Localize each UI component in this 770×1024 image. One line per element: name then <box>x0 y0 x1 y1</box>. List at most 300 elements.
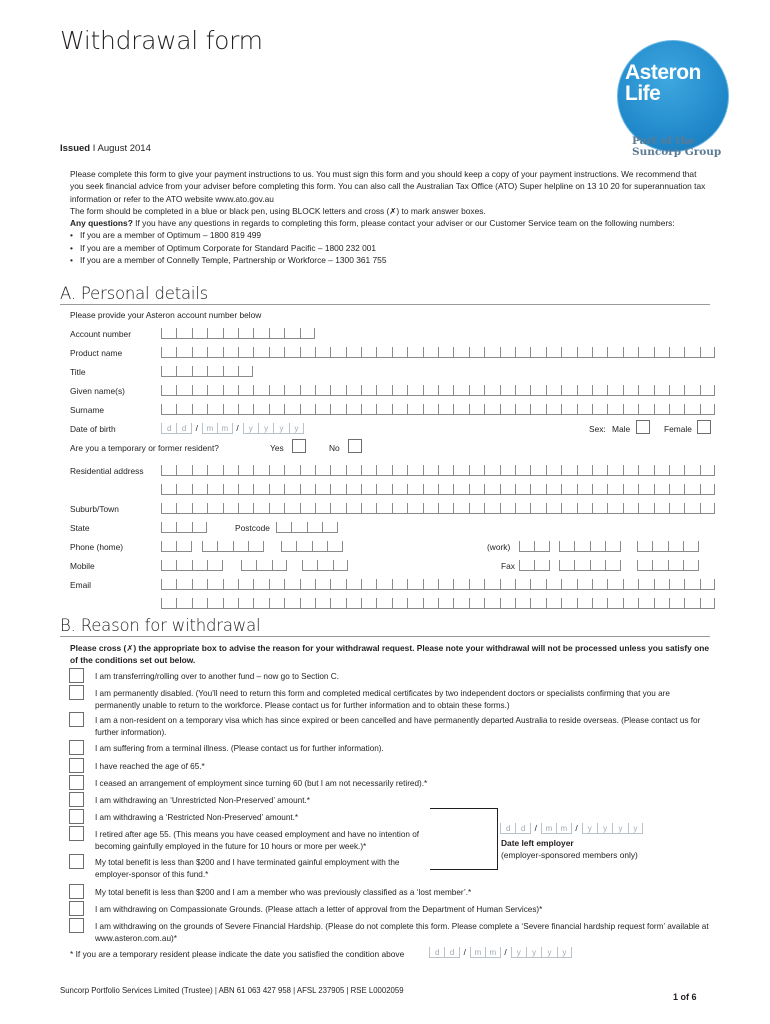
input-cell[interactable] <box>669 465 684 476</box>
input-cell[interactable] <box>607 465 622 476</box>
input-cell[interactable] <box>469 465 484 476</box>
input-cell[interactable] <box>530 579 545 590</box>
input-cell[interactable] <box>330 347 345 358</box>
input-cell[interactable] <box>269 328 284 339</box>
input-cell[interactable] <box>484 347 499 358</box>
input-cell[interactable] <box>217 541 232 552</box>
input-cell[interactable] <box>330 385 345 396</box>
input-cell[interactable] <box>623 347 638 358</box>
input-cell[interactable] <box>248 541 263 552</box>
input-cell[interactable] <box>330 404 345 415</box>
male-checkbox[interactable] <box>636 420 650 434</box>
input-cell[interactable] <box>546 503 561 514</box>
input-cell[interactable] <box>315 503 330 514</box>
input-cell[interactable] <box>561 579 576 590</box>
input-cell[interactable] <box>253 579 268 590</box>
input-cell[interactable] <box>392 404 407 415</box>
input-cell[interactable] <box>241 560 256 571</box>
input-cell[interactable] <box>269 579 284 590</box>
input-cell[interactable] <box>392 484 407 495</box>
input-cell[interactable] <box>423 503 438 514</box>
input-cell[interactable] <box>453 503 468 514</box>
input-cell[interactable] <box>327 541 342 552</box>
input-cell[interactable] <box>469 385 484 396</box>
input-cell[interactable] <box>638 484 653 495</box>
input-cell[interactable] <box>654 347 669 358</box>
input-cell[interactable] <box>669 598 684 609</box>
input-cell[interactable] <box>207 579 222 590</box>
input-cell[interactable] <box>223 503 238 514</box>
input-cell[interactable] <box>684 484 699 495</box>
input-cell[interactable] <box>469 598 484 609</box>
input-cell[interactable] <box>207 366 222 377</box>
condition-date-field[interactable] <box>429 947 572 958</box>
input-cell[interactable] <box>592 404 607 415</box>
input-cell[interactable] <box>637 541 652 552</box>
input-cell[interactable] <box>269 503 284 514</box>
state-field[interactable] <box>161 522 207 533</box>
input-cell[interactable] <box>192 404 207 415</box>
input-cell[interactable] <box>376 404 391 415</box>
input-cell[interactable] <box>438 579 453 590</box>
input-cell[interactable] <box>300 503 315 514</box>
input-cell[interactable] <box>192 522 207 533</box>
date-left-employer-field[interactable] <box>500 823 643 834</box>
input-cell[interactable] <box>654 579 669 590</box>
input-cell[interactable] <box>223 484 238 495</box>
input-cell[interactable] <box>423 598 438 609</box>
input-cell[interactable] <box>515 347 530 358</box>
input-cell[interactable] <box>330 503 345 514</box>
input-cell[interactable] <box>317 560 332 571</box>
input-cell[interactable] <box>519 560 534 571</box>
input-cell[interactable] <box>407 503 422 514</box>
input-cell[interactable] <box>272 560 287 571</box>
resident-yes-checkbox[interactable] <box>292 439 306 453</box>
input-cell[interactable] <box>376 598 391 609</box>
input-cell[interactable] <box>605 560 620 571</box>
input-cell[interactable] <box>438 598 453 609</box>
input-cell[interactable] <box>561 347 576 358</box>
input-cell[interactable] <box>315 404 330 415</box>
input-cell[interactable] <box>700 385 715 396</box>
input-cell[interactable] <box>469 484 484 495</box>
female-checkbox[interactable] <box>697 420 711 434</box>
address-line2-field[interactable] <box>161 484 715 495</box>
input-cell[interactable] <box>638 465 653 476</box>
input-cell[interactable] <box>361 598 376 609</box>
input-cell[interactable] <box>269 347 284 358</box>
input-cell[interactable] <box>161 541 176 552</box>
input-cell[interactable] <box>623 598 638 609</box>
mobile-field-a[interactable] <box>161 560 223 571</box>
input-cell[interactable] <box>530 598 545 609</box>
reason-checkbox-ceased-60[interactable] <box>69 775 84 790</box>
input-cell[interactable] <box>233 541 248 552</box>
surname-field[interactable] <box>161 404 715 415</box>
input-cell[interactable] <box>607 579 622 590</box>
input-cell[interactable] <box>638 347 653 358</box>
input-cell[interactable] <box>330 598 345 609</box>
input-cell[interactable] <box>652 560 667 571</box>
input-cell[interactable] <box>684 465 699 476</box>
input-cell[interactable] <box>223 598 238 609</box>
input-cell[interactable] <box>592 598 607 609</box>
input-cell[interactable] <box>161 484 176 495</box>
input-cell[interactable] <box>176 328 191 339</box>
input-cell[interactable] <box>453 598 468 609</box>
address-line1-field[interactable] <box>161 465 715 476</box>
input-cell[interactable] <box>453 347 468 358</box>
input-cell[interactable] <box>592 484 607 495</box>
input-cell[interactable] <box>207 385 222 396</box>
input-cell[interactable] <box>192 503 207 514</box>
input-cell[interactable] <box>561 404 576 415</box>
input-cell[interactable] <box>238 347 253 358</box>
input-cell[interactable] <box>500 347 515 358</box>
input-cell[interactable] <box>623 579 638 590</box>
input-cell[interactable] <box>300 465 315 476</box>
phone-home-area[interactable] <box>161 541 192 552</box>
input-cell[interactable] <box>346 385 361 396</box>
reason-checkbox-disabled[interactable] <box>69 685 84 700</box>
input-cell[interactable] <box>669 503 684 514</box>
input-cell[interactable] <box>577 347 592 358</box>
input-cell[interactable] <box>361 579 376 590</box>
input-cell[interactable] <box>207 404 222 415</box>
product-name-field[interactable] <box>161 347 715 358</box>
suburb-field[interactable] <box>161 503 715 514</box>
reason-checkbox-non-resident[interactable] <box>69 712 84 727</box>
input-cell[interactable] <box>300 404 315 415</box>
input-cell[interactable] <box>423 347 438 358</box>
input-cell[interactable] <box>284 465 299 476</box>
input-cell[interactable] <box>330 579 345 590</box>
input-cell[interactable] <box>683 541 698 552</box>
input-cell[interactable] <box>253 385 268 396</box>
input-cell[interactable] <box>546 484 561 495</box>
input-cell[interactable] <box>515 598 530 609</box>
phone-work-number-a[interactable] <box>559 541 621 552</box>
input-cell[interactable] <box>161 503 176 514</box>
input-cell[interactable] <box>700 465 715 476</box>
input-cell[interactable] <box>438 347 453 358</box>
input-cell[interactable] <box>238 366 253 377</box>
input-cell[interactable] <box>559 541 574 552</box>
input-cell[interactable] <box>392 465 407 476</box>
reason-checkbox-retired-55[interactable] <box>69 826 84 841</box>
input-cell[interactable] <box>623 404 638 415</box>
input-cell[interactable] <box>607 347 622 358</box>
input-cell[interactable] <box>176 560 191 571</box>
input-cell[interactable] <box>269 385 284 396</box>
input-cell[interactable] <box>300 579 315 590</box>
input-cell[interactable] <box>668 560 683 571</box>
input-cell[interactable] <box>346 503 361 514</box>
input-cell[interactable] <box>276 522 291 533</box>
input-cell[interactable] <box>519 541 534 552</box>
input-cell[interactable] <box>438 484 453 495</box>
input-cell[interactable] <box>346 579 361 590</box>
input-cell[interactable] <box>683 560 698 571</box>
input-cell[interactable] <box>407 404 422 415</box>
input-cell[interactable] <box>176 541 191 552</box>
input-cell[interactable] <box>623 503 638 514</box>
input-cell[interactable] <box>546 347 561 358</box>
fax-number-a[interactable] <box>559 560 621 571</box>
input-cell[interactable] <box>638 503 653 514</box>
input-cell[interactable] <box>592 503 607 514</box>
input-cell[interactable] <box>484 503 499 514</box>
input-cell[interactable] <box>392 385 407 396</box>
input-cell[interactable] <box>515 503 530 514</box>
input-cell[interactable] <box>577 579 592 590</box>
input-cell[interactable] <box>207 328 222 339</box>
input-cell[interactable] <box>515 484 530 495</box>
given-names-field[interactable] <box>161 385 715 396</box>
input-cell[interactable] <box>346 404 361 415</box>
input-cell[interactable] <box>192 598 207 609</box>
input-cell[interactable] <box>346 484 361 495</box>
input-cell[interactable] <box>269 404 284 415</box>
reason-checkbox-rollover[interactable] <box>69 668 84 683</box>
input-cell[interactable] <box>484 385 499 396</box>
input-cell[interactable] <box>253 347 268 358</box>
resident-no-checkbox[interactable] <box>348 439 362 453</box>
input-cell[interactable] <box>192 366 207 377</box>
input-cell[interactable] <box>315 579 330 590</box>
input-cell[interactable] <box>269 484 284 495</box>
input-cell[interactable] <box>561 484 576 495</box>
input-cell[interactable] <box>700 579 715 590</box>
input-cell[interactable] <box>192 465 207 476</box>
dob-field[interactable] <box>161 423 304 434</box>
input-cell[interactable] <box>574 541 589 552</box>
input-cell[interactable] <box>284 385 299 396</box>
input-cell[interactable] <box>238 579 253 590</box>
input-cell[interactable] <box>361 503 376 514</box>
input-cell[interactable] <box>423 465 438 476</box>
email-line1-field[interactable] <box>161 579 715 590</box>
input-cell[interactable] <box>202 541 217 552</box>
input-cell[interactable] <box>376 385 391 396</box>
input-cell[interactable] <box>207 598 222 609</box>
input-cell[interactable] <box>684 598 699 609</box>
input-cell[interactable] <box>284 484 299 495</box>
input-cell[interactable] <box>161 522 176 533</box>
input-cell[interactable] <box>684 347 699 358</box>
input-cell[interactable] <box>700 503 715 514</box>
input-cell[interactable] <box>438 385 453 396</box>
input-cell[interactable] <box>423 404 438 415</box>
input-cell[interactable] <box>253 465 268 476</box>
phone-work-number-b[interactable] <box>637 541 699 552</box>
input-cell[interactable] <box>192 560 207 571</box>
phone-home-number-a[interactable] <box>202 541 264 552</box>
input-cell[interactable] <box>530 484 545 495</box>
input-cell[interactable] <box>559 560 574 571</box>
input-cell[interactable] <box>284 579 299 590</box>
input-cell[interactable] <box>161 560 176 571</box>
input-cell[interactable] <box>300 347 315 358</box>
input-cell[interactable] <box>638 385 653 396</box>
input-cell[interactable] <box>590 560 605 571</box>
input-cell[interactable] <box>484 598 499 609</box>
input-cell[interactable] <box>176 484 191 495</box>
input-cell[interactable] <box>623 484 638 495</box>
input-cell[interactable] <box>238 503 253 514</box>
input-cell[interactable] <box>500 484 515 495</box>
input-cell[interactable] <box>176 404 191 415</box>
input-cell[interactable] <box>315 484 330 495</box>
input-cell[interactable] <box>307 522 322 533</box>
input-cell[interactable] <box>530 385 545 396</box>
phone-work-area[interactable] <box>519 541 550 552</box>
input-cell[interactable] <box>223 366 238 377</box>
input-cell[interactable] <box>361 385 376 396</box>
input-cell[interactable] <box>561 385 576 396</box>
input-cell[interactable] <box>253 503 268 514</box>
reason-checkbox-hardship[interactable] <box>69 918 84 933</box>
input-cell[interactable] <box>269 598 284 609</box>
input-cell[interactable] <box>161 465 176 476</box>
input-cell[interactable] <box>291 522 306 533</box>
input-cell[interactable] <box>684 579 699 590</box>
input-cell[interactable] <box>500 598 515 609</box>
input-cell[interactable] <box>376 465 391 476</box>
input-cell[interactable] <box>176 579 191 590</box>
input-cell[interactable] <box>577 465 592 476</box>
input-cell[interactable] <box>407 484 422 495</box>
title-field[interactable] <box>161 366 253 377</box>
input-cell[interactable] <box>223 465 238 476</box>
input-cell[interactable] <box>361 347 376 358</box>
input-cell[interactable] <box>392 598 407 609</box>
input-cell[interactable] <box>469 404 484 415</box>
email-line2-field[interactable] <box>161 598 715 609</box>
input-cell[interactable] <box>530 465 545 476</box>
input-cell[interactable] <box>546 465 561 476</box>
input-cell[interactable] <box>607 385 622 396</box>
input-cell[interactable] <box>577 385 592 396</box>
input-cell[interactable] <box>315 347 330 358</box>
input-cell[interactable] <box>315 385 330 396</box>
input-cell[interactable] <box>238 484 253 495</box>
input-cell[interactable] <box>312 541 327 552</box>
input-cell[interactable] <box>296 541 311 552</box>
input-cell[interactable] <box>515 404 530 415</box>
input-cell[interactable] <box>438 404 453 415</box>
input-cell[interactable] <box>546 404 561 415</box>
input-cell[interactable] <box>223 328 238 339</box>
input-cell[interactable] <box>607 484 622 495</box>
input-cell[interactable] <box>500 579 515 590</box>
input-cell[interactable] <box>376 484 391 495</box>
input-cell[interactable] <box>469 503 484 514</box>
fax-number-b[interactable] <box>637 560 699 571</box>
input-cell[interactable] <box>407 385 422 396</box>
input-cell[interactable] <box>300 484 315 495</box>
reason-checkbox-age65[interactable] <box>69 758 84 773</box>
input-cell[interactable] <box>223 579 238 590</box>
mobile-field-b[interactable] <box>241 560 287 571</box>
input-cell[interactable] <box>684 503 699 514</box>
input-cell[interactable] <box>652 541 667 552</box>
input-cell[interactable] <box>684 385 699 396</box>
input-cell[interactable] <box>530 404 545 415</box>
input-cell[interactable] <box>530 347 545 358</box>
input-cell[interactable] <box>484 579 499 590</box>
input-cell[interactable] <box>238 598 253 609</box>
input-cell[interactable] <box>592 347 607 358</box>
input-cell[interactable] <box>346 598 361 609</box>
input-cell[interactable] <box>238 328 253 339</box>
input-cell[interactable] <box>269 465 284 476</box>
input-cell[interactable] <box>361 465 376 476</box>
input-cell[interactable] <box>546 579 561 590</box>
input-cell[interactable] <box>684 404 699 415</box>
input-cell[interactable] <box>453 579 468 590</box>
input-cell[interactable] <box>300 328 315 339</box>
input-cell[interactable] <box>407 598 422 609</box>
input-cell[interactable] <box>253 484 268 495</box>
input-cell[interactable] <box>669 484 684 495</box>
input-cell[interactable] <box>176 347 191 358</box>
input-cell[interactable] <box>607 404 622 415</box>
input-cell[interactable] <box>423 579 438 590</box>
input-cell[interactable] <box>654 385 669 396</box>
input-cell[interactable] <box>223 347 238 358</box>
input-cell[interactable] <box>654 503 669 514</box>
input-cell[interactable] <box>500 385 515 396</box>
input-cell[interactable] <box>637 560 652 571</box>
postcode-field[interactable] <box>276 522 338 533</box>
input-cell[interactable] <box>453 385 468 396</box>
input-cell[interactable] <box>207 503 222 514</box>
input-cell[interactable] <box>346 347 361 358</box>
input-cell[interactable] <box>392 347 407 358</box>
input-cell[interactable] <box>654 484 669 495</box>
input-cell[interactable] <box>546 385 561 396</box>
input-cell[interactable] <box>423 385 438 396</box>
input-cell[interactable] <box>607 598 622 609</box>
input-cell[interactable] <box>361 404 376 415</box>
input-cell[interactable] <box>192 484 207 495</box>
input-cell[interactable] <box>669 404 684 415</box>
input-cell[interactable] <box>500 404 515 415</box>
input-cell[interactable] <box>376 347 391 358</box>
input-cell[interactable] <box>223 404 238 415</box>
input-cell[interactable] <box>176 503 191 514</box>
input-cell[interactable] <box>376 503 391 514</box>
input-cell[interactable] <box>161 366 176 377</box>
reason-checkbox-unrestricted[interactable] <box>69 792 84 807</box>
input-cell[interactable] <box>300 385 315 396</box>
input-cell[interactable] <box>302 560 317 571</box>
input-cell[interactable] <box>534 560 549 571</box>
input-cell[interactable] <box>592 579 607 590</box>
input-cell[interactable] <box>590 541 605 552</box>
input-cell[interactable] <box>423 484 438 495</box>
input-cell[interactable] <box>300 598 315 609</box>
input-cell[interactable] <box>333 560 348 571</box>
input-cell[interactable] <box>376 579 391 590</box>
input-cell[interactable] <box>500 465 515 476</box>
input-cell[interactable] <box>322 522 337 533</box>
input-cell[interactable] <box>700 347 715 358</box>
input-cell[interactable] <box>669 385 684 396</box>
input-cell[interactable] <box>623 385 638 396</box>
